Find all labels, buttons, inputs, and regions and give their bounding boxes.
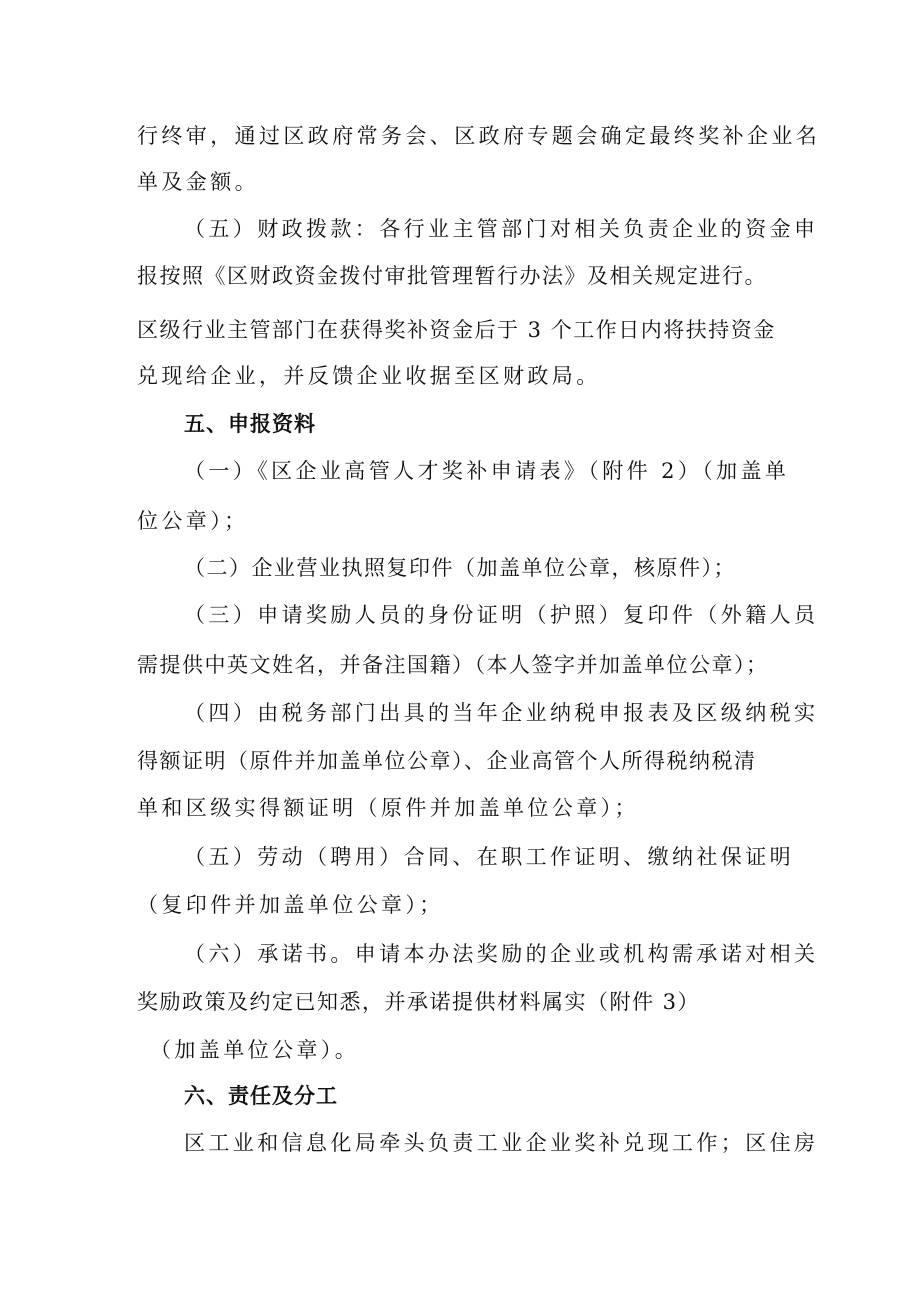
paragraph-line: 单及金额。 [137, 170, 259, 194]
paragraph-line: （二）企业营业执照复印件（加盖单位公章，核原件）； [184, 556, 736, 580]
paragraph-line: 区级行业主管部门在获得奖补资金后于 3 个工作日内将扶持资金 [137, 318, 776, 342]
paragraph-line: 报按照《区财政资金拨付审批管理暂行办法》及相关规定进行。 [137, 264, 767, 288]
paragraph-line: 得额证明（原件并加盖单位公章）、企业高管个人所得税纳税清 [137, 749, 757, 773]
paragraph-line: 兑现给企业，并反馈企业收据至区财政局。 [137, 364, 601, 388]
paragraph-line: （三）申请奖励人员的身份证明（护照）复印件（外籍人员 [184, 603, 819, 627]
paragraph-line: （复印件并加盖单位公章）； [137, 893, 444, 917]
paragraph-line: 位公章）； [137, 509, 249, 533]
paragraph-line: （五）劳动（聘用）合同、在职工作证明、缴纳社保证明 [184, 845, 794, 869]
section-heading: 五、申报资料 [184, 412, 316, 436]
paragraph-line: 单和区级实得额证明（原件并加盖单位公章）； [137, 796, 639, 820]
paragraph-line: （加盖单位公章）。 [150, 1038, 360, 1062]
paragraph-line: 需提供中英文姓名，并备注国籍）（本人签字并加盖单位公章）； [137, 653, 769, 677]
paragraph-line: （五）财政拨款：各行业主管部门对相关负责企业的资金申 [184, 217, 819, 241]
paragraph-line: 区工业和信息化局牵头负责工业企业奖补兑现工作；区住房 [184, 1131, 819, 1155]
paragraph-line: 奖励政策及约定已知悉，并承诺提供材料属实（附件 3） [137, 990, 701, 1014]
paragraph-line: 行终审，通过区政府常务会、区政府专题会确定最终奖补企业名 [137, 124, 821, 148]
paragraph-line: （一）《区企业高管人才奖补申请表》（附件 2）（加盖单 [184, 459, 790, 483]
section-heading: 六、责任及分工 [184, 1084, 338, 1108]
paragraph-line: （六）承诺书。申请本办法奖励的企业或机构需承诺对相关 [184, 942, 819, 966]
paragraph-line: （四）由税务部门出具的当年企业纳税申报表及区级纳税实 [184, 701, 819, 725]
